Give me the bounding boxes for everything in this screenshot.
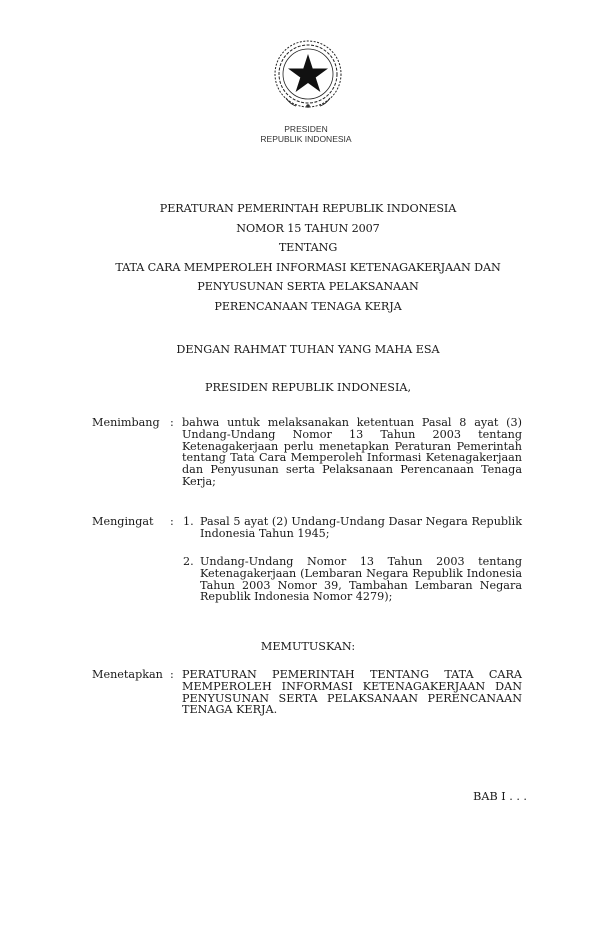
title-line: PERATURAN PEMERINTAH REPUBLIK INDONESIA bbox=[159, 202, 457, 215]
menimbang-text: bahwa untuk melaksanakan ketentuan Pasal 8 ayat (3) Undang-Undang Nomor 13 Tahun 2003 tentang Ketenagakerjaan perlu menetapkan Peraturan Pemerintah tentang Tata Cara Memperoleh Informasi Ketenagakerjaan dan Penyusunan serta Pelaksanaan Perencanaan Tenaga Kerja; bbox=[182, 416, 522, 488]
item-text: Pasal 5 ayat (2) Undang-Undang Dasar Negara Republik Indonesia Tahun 1945; bbox=[200, 515, 522, 540]
menetapkan-label: Menetapkan bbox=[92, 668, 163, 681]
title-subject: PERENCANAAN TENAGA KERJA bbox=[214, 299, 402, 313]
colon: : bbox=[170, 668, 174, 681]
invocation: DENGAN RAHMAT TUHAN YANG MAHA ESA bbox=[176, 343, 440, 356]
mengingat-label: Mengingat bbox=[92, 515, 154, 528]
page-continuation: BAB I . . . bbox=[473, 790, 527, 803]
title-line: TENTANG bbox=[278, 241, 338, 255]
memutuskan-heading: MEMUTUSKAN: bbox=[260, 640, 356, 653]
title-subject: TATA CARA MEMPEROLEH INFORMASI KETENAGAKERJAAN DAN bbox=[115, 260, 501, 274]
menimbang-label: Menimbang bbox=[92, 416, 160, 429]
colon: : bbox=[170, 416, 174, 429]
presidential-emblem-icon bbox=[268, 36, 348, 116]
authority: PRESIDEN REPUBLIK INDONESIA, bbox=[204, 381, 412, 394]
item-number: 1. bbox=[183, 515, 194, 528]
emblem-caption-republik: REPUBLIK INDONESIA bbox=[260, 134, 352, 144]
item-number: 2. bbox=[183, 555, 194, 568]
emblem-caption-presiden: PRESIDEN bbox=[284, 124, 328, 134]
item-text: Undang-Undang Nomor 13 Tahun 2003 tentang Ketenagakerjaan (Lembaran Negara Republik Indonesia Tahun 2003 Nomor 39, Tambahan Lembaran Negara Republik Indonesia Nomor 4279); bbox=[200, 555, 522, 604]
title-number: NOMOR 15 TAHUN 2007 bbox=[236, 221, 380, 235]
title-subject: PENYUSUNAN SERTA PELAKSANAAN bbox=[197, 280, 419, 294]
menetapkan-text: PERATURAN PEMERINTAH TENTANG TATA CARA MEMPEROLEH INFORMASI KETENAGAKERJAAN DAN PENYUSUNAN SERTA PELAKSANAAN PERENCANAAN TENAGA KERJA. bbox=[182, 668, 522, 717]
document-title bbox=[0, 199, 612, 317]
colon: : bbox=[170, 515, 174, 528]
